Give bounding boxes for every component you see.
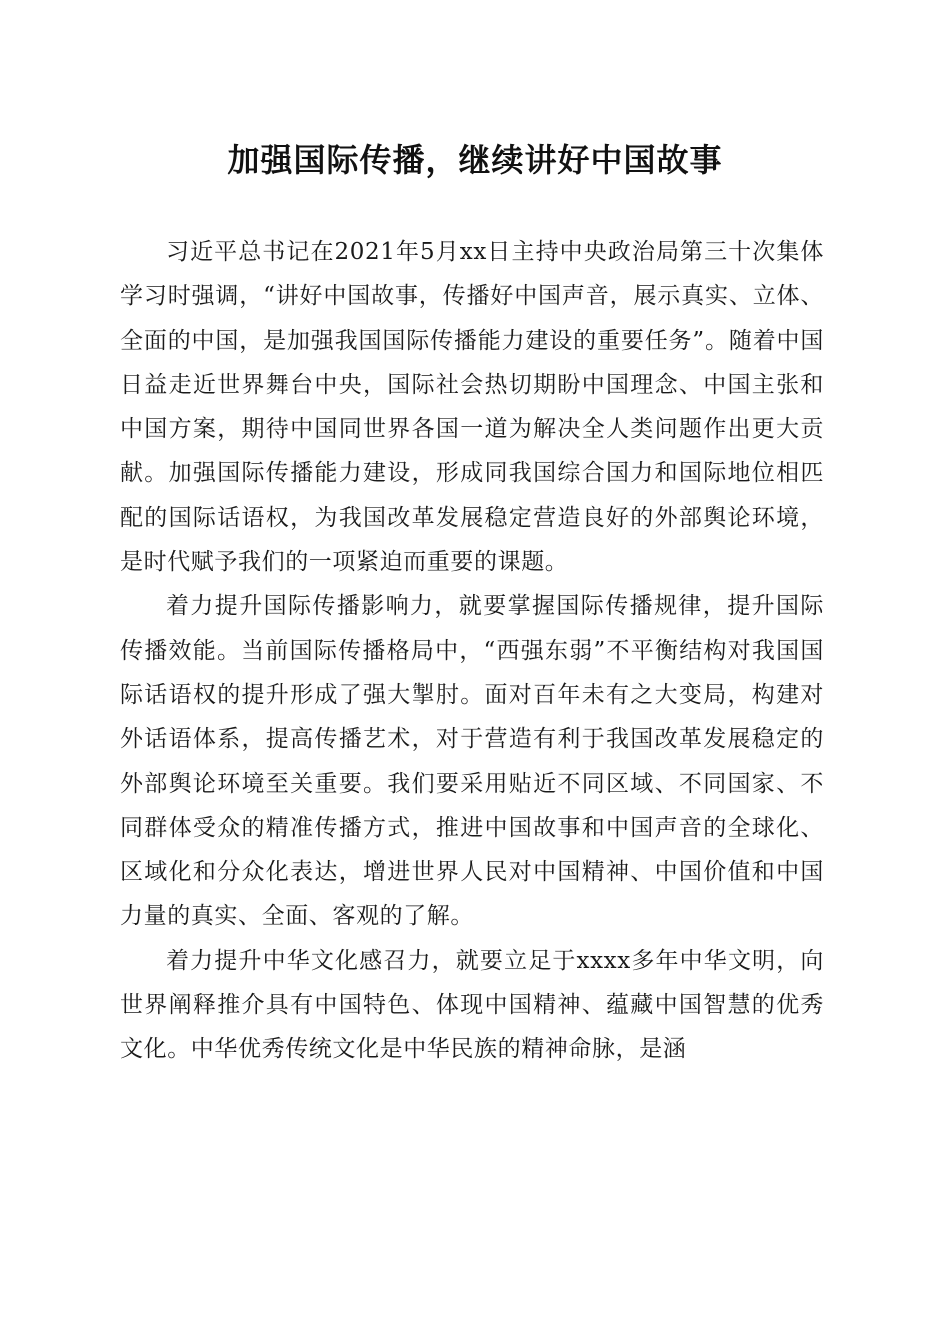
document-title: 加强国际传播，继续讲好中国故事 [227, 141, 723, 179]
document-body [120, 230, 824, 1072]
paragraph-3: 着力提升中华文化感召力，就要立足于xxxx多年中华文明，向世界阐释推介具有中国特色、体现中国精神、蕴藏中国智慧的优秀文化。中华优秀传统文化是中华民族的精神命脉，是涵 [120, 947, 824, 1063]
paragraph-1: 习近平总书记在2021年5月xx日主持中央政治局第三十次集体学习时强调，“讲好中国故事，传播好中国声音，展示真实、立体、全面的中国，是加强我国国际传播能力建设的重要任务”。随着中国日益走近世界舞台中央，国际社会热切期盼中国理念、中国主张和中国方案，期待中国同世界各国一道为解决全人类问题作出更大贡献。加强国际传播能力建设，形成同我国综合国力和国际地位相匹配的国际话语权，为我国改革发展稳定营造良好的外部舆论环境，是时代赋予我们的一项紧迫而重要的课题。 [120, 239, 824, 576]
paragraph-2: 着力提升国际传播影响力，就要掌握国际传播规律，提升国际传播效能。当前国际传播格局中，“西强东弱”不平衡结构对我国国际话语权的提升形成了强大掣肘。面对百年未有之大变局，构建对外话语体系，提高传播艺术，对于营造有利于我国改革发展稳定的外部舆论环境至关重要。我们要采用贴近不同区域、不同国家、不同群体受众的精准传播方式，推进中国故事和中国声音的全球化、区域化和分众化表达，增进世界人民对中国精神、中国价值和中国力量的真实、全面、客观的了解。 [120, 593, 824, 930]
